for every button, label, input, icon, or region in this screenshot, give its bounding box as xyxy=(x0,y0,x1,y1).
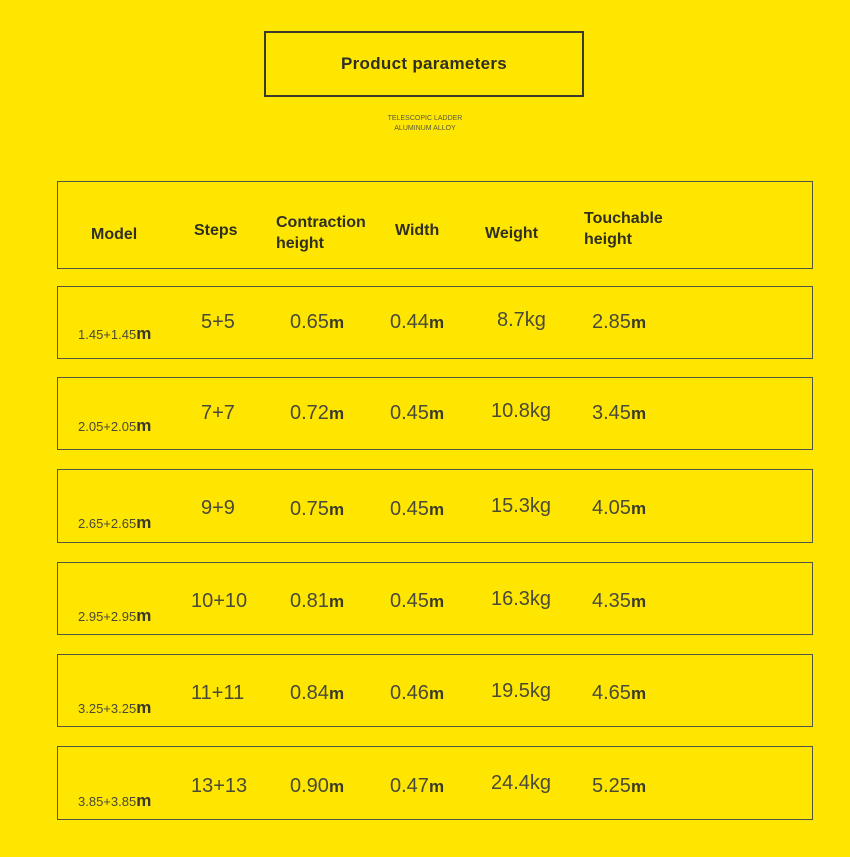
weight-cell: 16.3kg xyxy=(491,588,552,610)
unit-m: m xyxy=(136,606,152,625)
steps-cell: 13+13 xyxy=(191,775,248,797)
header-steps: Steps xyxy=(194,222,238,239)
unit-m: m xyxy=(428,777,445,796)
unit-m: m xyxy=(136,698,152,717)
unit-m: m xyxy=(428,404,445,423)
touchable-value: 5.25 xyxy=(592,775,631,797)
header-contraction-height xyxy=(276,212,366,254)
touchable-cell xyxy=(592,775,646,798)
table-row xyxy=(57,654,813,727)
model-value: 1.45+1.45 xyxy=(78,327,137,342)
weight-cell: 8.7kg xyxy=(497,309,546,331)
touchable-cell xyxy=(592,402,646,425)
header-width: Width xyxy=(395,222,440,239)
width-value: 0.47 xyxy=(390,775,429,797)
width-value: 0.45 xyxy=(390,590,429,612)
steps-cell: 11+11 xyxy=(191,682,245,704)
width-cell xyxy=(390,311,444,334)
header-touchable-line1: Touchable xyxy=(584,210,663,227)
unit-m: m xyxy=(328,313,345,332)
model-cell xyxy=(78,513,151,533)
width-value: 0.45 xyxy=(390,498,429,520)
model-value: 3.25+3.25 xyxy=(78,701,137,716)
page-title: Product parameters xyxy=(340,54,507,73)
unit-m: m xyxy=(328,684,345,703)
unit-m: m xyxy=(428,684,445,703)
model-value: 2.65+2.65 xyxy=(78,516,137,531)
unit-m: m xyxy=(428,592,445,611)
unit-m: m xyxy=(630,684,647,703)
header-model: Model xyxy=(91,226,138,243)
model-cell xyxy=(78,324,151,344)
touchable-cell xyxy=(592,311,646,334)
contraction-value: 0.84 xyxy=(290,682,329,704)
unit-m: m xyxy=(328,592,345,611)
width-cell xyxy=(390,682,444,705)
unit-m: m xyxy=(328,404,345,423)
contraction-value: 0.81 xyxy=(290,590,329,612)
contraction-cell xyxy=(290,775,344,798)
contraction-cell xyxy=(290,682,344,705)
table-row xyxy=(57,746,813,820)
model-value: 2.95+2.95 xyxy=(78,609,137,624)
touchable-value: 4.65 xyxy=(592,682,631,704)
unit-m: m xyxy=(630,404,647,423)
unit-m: m xyxy=(630,313,647,332)
header-contraction-line1: Contraction xyxy=(276,214,366,231)
steps-cell: 7+7 xyxy=(201,402,235,424)
unit-m: m xyxy=(136,513,152,532)
header-touchable-line2: height xyxy=(584,231,632,248)
contraction-value: 0.75 xyxy=(290,498,329,520)
subtitle-line-1: TELESCOPIC LADDER xyxy=(387,115,463,122)
subtitle-line-2: ALUMINUM ALLOY xyxy=(394,125,456,132)
subtitle xyxy=(325,114,525,134)
touchable-cell xyxy=(592,682,646,705)
width-value: 0.45 xyxy=(390,402,429,424)
width-value: 0.44 xyxy=(390,311,429,333)
contraction-value: 0.90 xyxy=(290,775,329,797)
table-row xyxy=(57,286,813,359)
width-cell xyxy=(390,402,444,425)
model-cell xyxy=(78,698,151,718)
model-value: 3.85+3.85 xyxy=(78,794,137,809)
model-cell xyxy=(78,416,151,436)
unit-m: m xyxy=(630,499,647,518)
touchable-cell xyxy=(592,497,646,520)
header-contraction-line2: height xyxy=(276,235,324,252)
header-touchable-height xyxy=(584,208,663,250)
width-cell xyxy=(390,775,444,798)
table-row xyxy=(57,562,813,635)
touchable-cell xyxy=(592,590,646,613)
unit-m: m xyxy=(136,791,152,810)
touchable-value: 4.05 xyxy=(592,497,631,519)
model-value: 2.05+2.05 xyxy=(78,419,137,434)
width-cell xyxy=(390,498,444,521)
steps-cell: 5+5 xyxy=(201,311,235,333)
width-value: 0.46 xyxy=(390,682,429,704)
touchable-value: 4.35 xyxy=(592,590,631,612)
width-cell xyxy=(390,590,444,613)
contraction-cell xyxy=(290,402,344,425)
weight-cell: 24.4kg xyxy=(491,772,552,794)
contraction-value: 0.65 xyxy=(290,311,329,333)
unit-m: m xyxy=(630,592,647,611)
contraction-value: 0.72 xyxy=(290,402,329,424)
contraction-cell xyxy=(290,590,344,613)
table-row xyxy=(57,469,813,543)
steps-cell: 9+9 xyxy=(201,497,235,519)
table-header-row xyxy=(57,181,813,269)
table-row xyxy=(57,377,813,450)
model-cell xyxy=(78,791,151,811)
contraction-cell xyxy=(290,311,344,334)
unit-m: m xyxy=(136,416,152,435)
touchable-value: 2.85 xyxy=(592,311,631,333)
weight-cell: 19.5kg xyxy=(491,680,552,702)
contraction-cell xyxy=(290,498,344,521)
unit-m: m xyxy=(136,324,152,343)
weight-cell: 10.8kg xyxy=(491,400,552,422)
touchable-value: 3.45 xyxy=(592,402,631,424)
unit-m: m xyxy=(428,500,445,519)
unit-m: m xyxy=(428,313,445,332)
model-cell xyxy=(78,606,151,626)
header-weight: Weight xyxy=(485,225,539,242)
unit-m: m xyxy=(328,500,345,519)
unit-m: m xyxy=(328,777,345,796)
weight-cell: 15.3kg xyxy=(491,495,552,517)
title-box xyxy=(264,31,584,97)
unit-m: m xyxy=(630,777,647,796)
steps-cell: 10+10 xyxy=(191,590,248,612)
